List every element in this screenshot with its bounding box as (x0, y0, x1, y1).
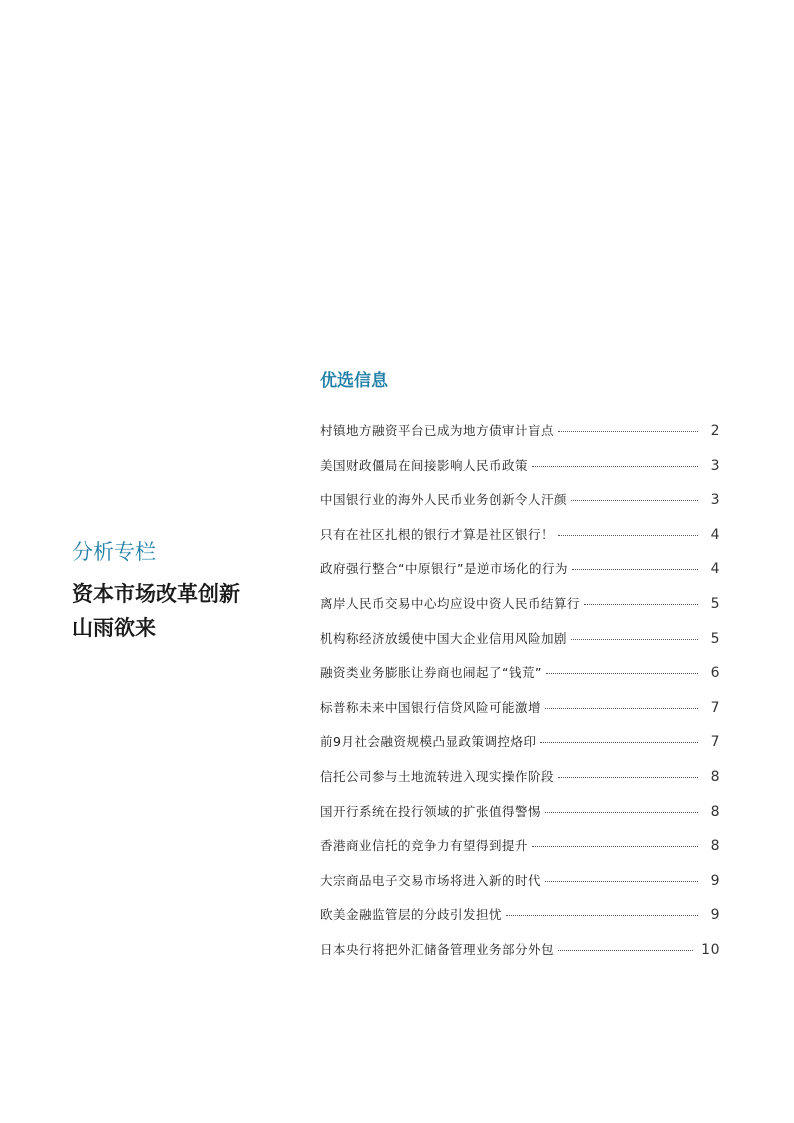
toc-entry-page: 2 (710, 423, 720, 439)
toc-entry[interactable] (320, 559, 720, 594)
toc-entry-page: 7 (710, 699, 720, 716)
toc-entry-page: 7 (710, 734, 720, 751)
toc-entry-title: 村镇地方融资平台已成为地方债审计盲点 (320, 423, 555, 438)
toc-dot-leader (545, 708, 698, 709)
toc-dot-leader (546, 673, 698, 674)
table-of-contents (320, 367, 720, 975)
toc-entry-page: 5 (710, 630, 720, 647)
toc-entry[interactable] (320, 594, 720, 629)
toc-entry-page: 6 (710, 665, 720, 682)
toc-entry-page: 9 (710, 907, 720, 924)
toc-entry-page: 10 (701, 941, 720, 958)
feature-column (72, 535, 292, 645)
toc-entry[interactable] (320, 767, 720, 802)
toc-dot-leader (545, 812, 698, 813)
toc-heading: 优选信息 (320, 371, 388, 391)
toc-dot-leader (558, 950, 693, 951)
toc-entry[interactable] (320, 802, 720, 837)
toc-entry-title: 欧美金融监管层的分歧引发担忧 (320, 907, 503, 923)
toc-dot-leader (572, 569, 698, 570)
toc-entry-page: 4 (710, 526, 720, 543)
toc-entry-page: 3 (710, 492, 720, 509)
toc-dot-leader (558, 777, 698, 778)
toc-dot-leader (571, 500, 698, 501)
toc-dot-leader (532, 466, 698, 467)
toc-entry-title: 信托公司参与土地流转进入现实操作阶段 (320, 768, 555, 784)
toc-entry-page: 3 (710, 457, 720, 474)
toc-entry-title: 离岸人民币交易中心均应设中资人民币结算行 (320, 595, 581, 611)
feature-title-line-1: 资本市场改革创新 (72, 582, 240, 606)
toc-entry[interactable] (320, 732, 720, 767)
toc-dot-leader (558, 535, 698, 536)
toc-entry[interactable] (320, 421, 720, 456)
toc-entry[interactable] (320, 698, 720, 733)
toc-entry-title: 大宗商品电子交易市场将进入新的时代 (320, 872, 542, 888)
toc-entry[interactable] (320, 525, 720, 560)
toc-entry[interactable] (320, 490, 720, 525)
toc-entry-title: 中国银行业的海外人民币业务创新令人汗颜 (320, 492, 568, 508)
toc-entry-title: 政府强行整合“中原银行”是逆市场化的行为 (320, 561, 568, 577)
toc-entry[interactable] (320, 663, 720, 698)
feature-title-line-2: 山雨欲来 (72, 616, 156, 640)
toc-list (320, 421, 720, 975)
toc-entry-page: 8 (710, 838, 720, 855)
toc-entry[interactable] (320, 871, 720, 906)
toc-entry-title: 香港商业信托的竞争力有望得到提升 (320, 838, 529, 854)
toc-entry-title: 只有在社区扎根的银行才算是社区银行！ (320, 526, 555, 542)
toc-entry-title: 标普称未来中国银行信贷风险可能激增 (320, 699, 542, 715)
toc-entry-page: 8 (710, 768, 720, 785)
toc-dot-leader (558, 431, 698, 432)
toc-entry-title: 前9月社会融资规模凸显政策调控烙印 (320, 734, 537, 750)
toc-entry[interactable] (320, 836, 720, 871)
toc-dot-leader (584, 604, 698, 605)
toc-entry-title: 机构称经济放缓使中国大企业信用风险加剧 (320, 630, 568, 646)
toc-entry-page: 8 (710, 803, 720, 820)
toc-entry[interactable] (320, 456, 720, 491)
toc-dot-leader (532, 846, 698, 847)
toc-entry[interactable] (320, 629, 720, 664)
toc-dot-leader (571, 639, 698, 640)
toc-dot-leader (545, 881, 698, 882)
toc-entry-title: 美国财政僵局在间接影响人民币政策 (320, 457, 529, 473)
toc-entry-title: 日本央行将把外汇储备管理业务部分外包 (320, 941, 555, 957)
toc-entry[interactable] (320, 905, 720, 940)
toc-entry-page: 4 (710, 561, 720, 578)
toc-dot-leader (540, 742, 698, 743)
toc-entry-page: 9 (710, 872, 720, 889)
toc-entry-title: 融资类业务膨胀让券商也闹起了“钱荒” (320, 665, 542, 681)
section-label: 分析专栏 (72, 540, 156, 564)
toc-entry[interactable] (320, 940, 720, 975)
toc-dot-leader (506, 915, 698, 916)
toc-entry-title: 国开行系统在投行领域的扩张值得警惕 (320, 803, 542, 819)
toc-entry-page: 5 (710, 595, 720, 612)
